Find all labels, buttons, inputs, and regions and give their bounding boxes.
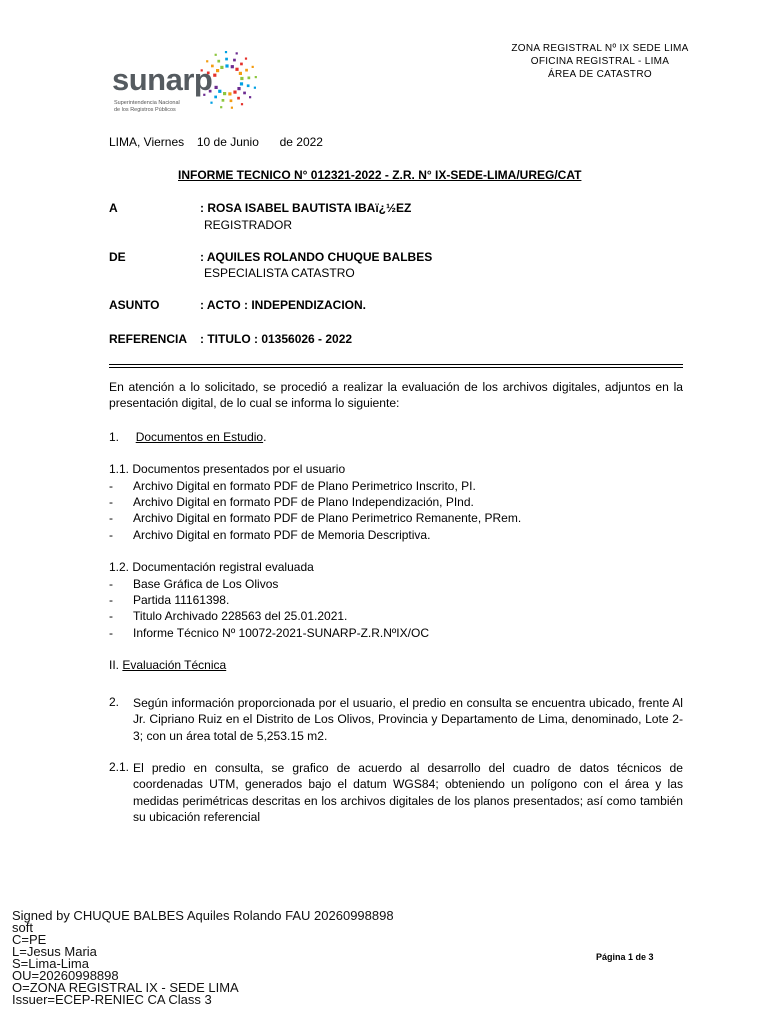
section-2-title: Evaluación Técnica xyxy=(122,658,227,672)
logo-dot xyxy=(254,87,256,89)
field-a-role: REGISTRADOR xyxy=(204,218,293,232)
list-item: - Archivo Digital en formato PDF de Plano Perimetrico Remanente, PRem. xyxy=(109,511,522,526)
logo-dot xyxy=(214,96,217,99)
date-year: de 2022 xyxy=(279,135,323,149)
signature-line: OU=20260998898 xyxy=(12,968,119,983)
logo-dot xyxy=(235,68,238,71)
field-de-label: DE xyxy=(109,250,126,264)
para-2-1-number: 2.1. xyxy=(109,760,130,774)
logo-dot xyxy=(247,84,250,87)
section-1-2-heading: 1.2. Documentación registral evaluada xyxy=(109,560,314,574)
logo-dot xyxy=(215,86,218,89)
report-title: INFORME TECNICO N° 012321-2022 - Z.R. N° IX-SEDE-LIMA/UREG/CAT xyxy=(178,168,582,182)
registry-zone-header xyxy=(470,42,730,81)
logo-dot xyxy=(220,66,223,69)
section-1-number: 1. xyxy=(109,430,120,444)
logo-dot xyxy=(252,66,254,68)
field-a-label: A xyxy=(109,201,118,215)
logo-dot xyxy=(223,92,226,95)
logo-dot xyxy=(241,103,243,105)
logo-dot xyxy=(217,60,220,63)
logo-dot xyxy=(245,69,248,72)
field-de-value: : AQUILES ROLANDO CHUQUE BALBES xyxy=(200,250,433,264)
list-item: - Archivo Digital en formato PDF de Memoria Descriptiva. xyxy=(109,527,431,542)
logo-dot xyxy=(213,74,216,77)
logo-dot xyxy=(231,107,233,109)
separator-rule-top xyxy=(109,364,683,365)
para-2-text: Según información proporcionada por el usuario, el predio en consulta se encuentra ubicado, frente Al Jr. Cipriano Ruiz en el Distrito de Los Olivos, Provincia y Departamento de Lima, denominado, Lote 2-3; con un área total de 5,253.15 m2. xyxy=(133,696,683,743)
logo-dot xyxy=(230,99,233,102)
list-item: - Titulo Archivado 228563 del 25.01.2021. xyxy=(109,609,348,624)
logo-dot xyxy=(245,58,247,60)
logo-dot xyxy=(222,99,225,102)
field-de-role: ESPECIALISTA CATASTRO xyxy=(204,266,355,280)
logo-dot xyxy=(231,65,234,68)
logo-dot xyxy=(237,87,240,90)
section-1-1-list xyxy=(109,478,521,543)
zone-line-2: OFICINA REGISTRAL - LIMA xyxy=(530,56,670,67)
logo-dot xyxy=(236,52,238,54)
list-item: - Archivo Digital en formato PDF de Plano Independización, PInd. xyxy=(109,495,474,510)
signature-line: O=ZONA REGISTRAL IX - SEDE LIMA xyxy=(12,980,239,995)
logo-dot xyxy=(255,76,257,78)
section-1-title: Documentos en Estudio xyxy=(135,430,264,444)
logo-dot xyxy=(225,51,227,53)
list-item: - Base Gráfica de Los Olivos xyxy=(109,577,279,591)
para-2-1-text: El predio en consulta, se grafico de acuerdo al desarrollo del cuadro de datos técnicos de coordenadas UTM, generados bajo el datum WGS84; obteniendo un polígono con el área y las medidas perimétricas descritas en los archivos digitales de los planos presentados; así como también su ubicación referencial xyxy=(133,761,683,825)
section-1-1-heading: 1.1. Documentos presentados por el usuario xyxy=(109,462,346,476)
section-1-heading xyxy=(109,430,266,444)
field-a-value: : ROSA ISABEL BAUTISTA IBAï¿½EZ xyxy=(200,201,412,215)
signature-line: C=PE xyxy=(12,932,47,947)
logo-subtitle: Superintendencia Nacional de los Registros Públicos xyxy=(114,100,180,113)
date-city-day: LIMA, Viernes xyxy=(109,135,185,149)
logo-dot xyxy=(225,64,228,67)
logo-dot xyxy=(216,69,219,72)
section-1-2-list xyxy=(109,576,429,641)
section-1-title-suffix: . xyxy=(263,430,267,444)
signature-line: S=Lima-Lima xyxy=(12,956,89,971)
separator-rule-bottom xyxy=(109,367,683,368)
logo-dot xyxy=(249,96,251,98)
list-item: - Archivo Digital en formato PDF de Plano Perimetrico Inscrito, PI. xyxy=(109,479,476,493)
logo-dot xyxy=(218,90,221,93)
logo-dot xyxy=(225,58,228,61)
logo-dot xyxy=(240,82,243,85)
intro-paragraph: En atención a lo solicitado, se procedió a realizar la evaluación de los archivos digitales, adjuntos en la presentación digital, de lo cual se informa lo siguiente: xyxy=(109,380,683,411)
logo-dot xyxy=(237,97,240,100)
list-item: - Partida 11161398. xyxy=(109,593,230,608)
logo-wordmark: sunarp xyxy=(112,62,213,97)
field-asunto-label: ASUNTO xyxy=(109,298,160,312)
zone-line-3: ÁREA DE CATASTRO xyxy=(548,69,652,80)
signature-line: soft xyxy=(12,920,33,935)
signature-line: Issuer=ECEP-RENIEC CA Class 3 xyxy=(12,992,212,1007)
signature-line: Signed by CHUQUE BALBES Aquiles Rolando FAU 20260998898 xyxy=(12,908,394,923)
logo-dot xyxy=(215,54,217,56)
logo-dot xyxy=(248,77,251,80)
date-day-month: 10 de Junio xyxy=(196,135,259,149)
digital-signature-block xyxy=(12,910,394,1006)
logo-dot xyxy=(239,72,242,75)
para-2-number: 2. xyxy=(109,695,120,709)
logo-dot xyxy=(240,77,243,80)
logo-dot xyxy=(240,63,243,66)
field-referencia-value: : TITULO : 01356026 - 2022 xyxy=(200,332,353,346)
page-number: Página 1 de 3 xyxy=(596,952,654,962)
date-line xyxy=(109,135,323,149)
field-asunto-value: : ACTO : INDEPENDIZACION. xyxy=(200,298,367,312)
sunarp-logo xyxy=(110,40,270,120)
logo-dot xyxy=(220,106,222,108)
logo-dot xyxy=(233,91,236,94)
zone-line-1: ZONA REGISTRAL Nº IX SEDE LIMA xyxy=(511,43,689,54)
section-2-number: II. xyxy=(109,658,120,672)
logo-dot xyxy=(243,92,246,95)
logo-dot xyxy=(233,59,236,62)
section-2-heading xyxy=(109,658,226,672)
list-item: - Informe Técnico Nº 10072-2021-SUNARP-Z.R.NºIX/OC xyxy=(109,625,429,640)
signature-line: L=Jesus Maria xyxy=(12,944,97,959)
logo-dot xyxy=(228,92,231,95)
field-referencia-label: REFERENCIA xyxy=(109,332,188,346)
